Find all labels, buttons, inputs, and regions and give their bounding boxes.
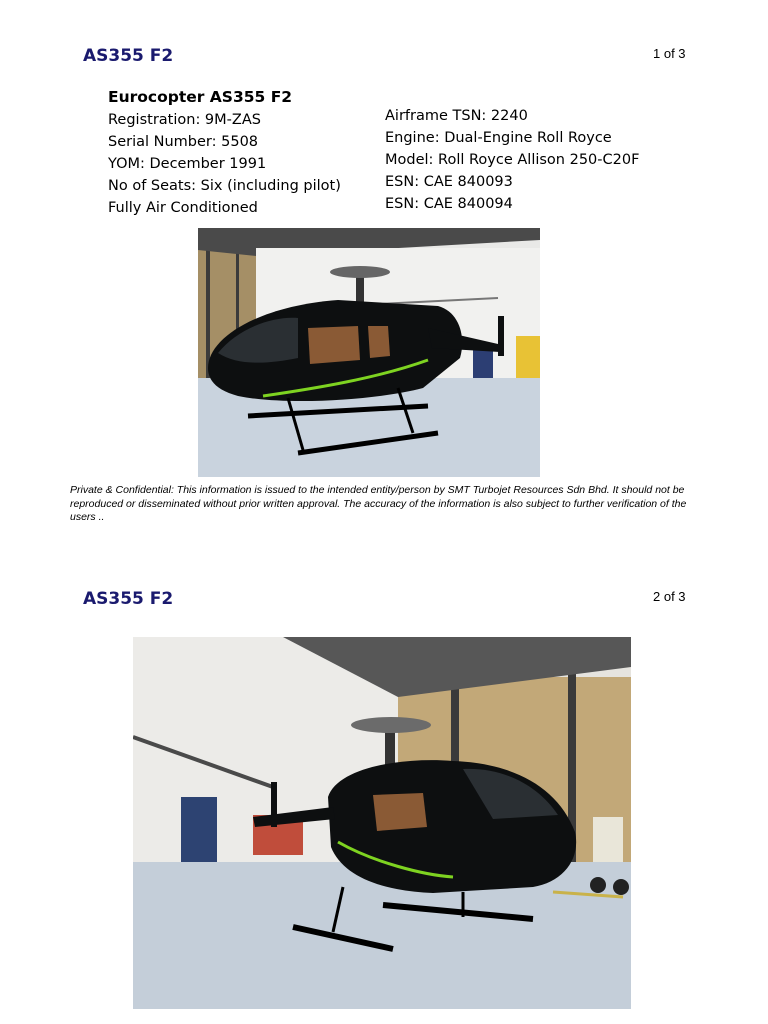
spec-air-conditioning: Fully Air Conditioned (108, 200, 258, 216)
spec-yom: YOM: December 1991 (108, 156, 267, 172)
spec-esn-1: ESN: CAE 840093 (385, 174, 513, 190)
helicopter-photo-icon (198, 228, 540, 477)
right-spec-list (385, 105, 639, 215)
spec-serial-number: Serial Number: 5508 (108, 134, 259, 150)
spec-seats: No of Seats: Six (including pilot) (108, 178, 341, 194)
helicopter-photo-icon (133, 637, 631, 1009)
confidentiality-disclaimer: Private & Confidential: This information is issued to the intended entity/person by SMT Turbojet Resources Sdn Bhd. It should not be reproduced or disseminated without prior written approval. The accuracy of the information is also subject to further verification of the users .. (70, 484, 687, 523)
aircraft-heading: Eurocopter AS355 F2 (108, 88, 293, 106)
page2-title: AS355 F2 (83, 589, 174, 609)
spec-esn-2: ESN: CAE 840094 (385, 196, 513, 212)
spec-engine: Engine: Dual-Engine Roll Royce (385, 130, 612, 146)
helicopter-photo-1 (198, 228, 540, 477)
page1-title: AS355 F2 (83, 46, 174, 66)
page1-number: 1 of 3 (653, 46, 686, 61)
spec-model: Model: Roll Royce Allison 250-C20F (385, 152, 640, 168)
helicopter-photo-2 (133, 637, 631, 1009)
left-spec-list (108, 109, 341, 219)
spec-airframe-tsn: Airframe TSN: 2240 (385, 108, 528, 124)
spec-registration: Registration: 9M-ZAS (108, 112, 261, 128)
page2-number: 2 of 3 (653, 589, 686, 604)
